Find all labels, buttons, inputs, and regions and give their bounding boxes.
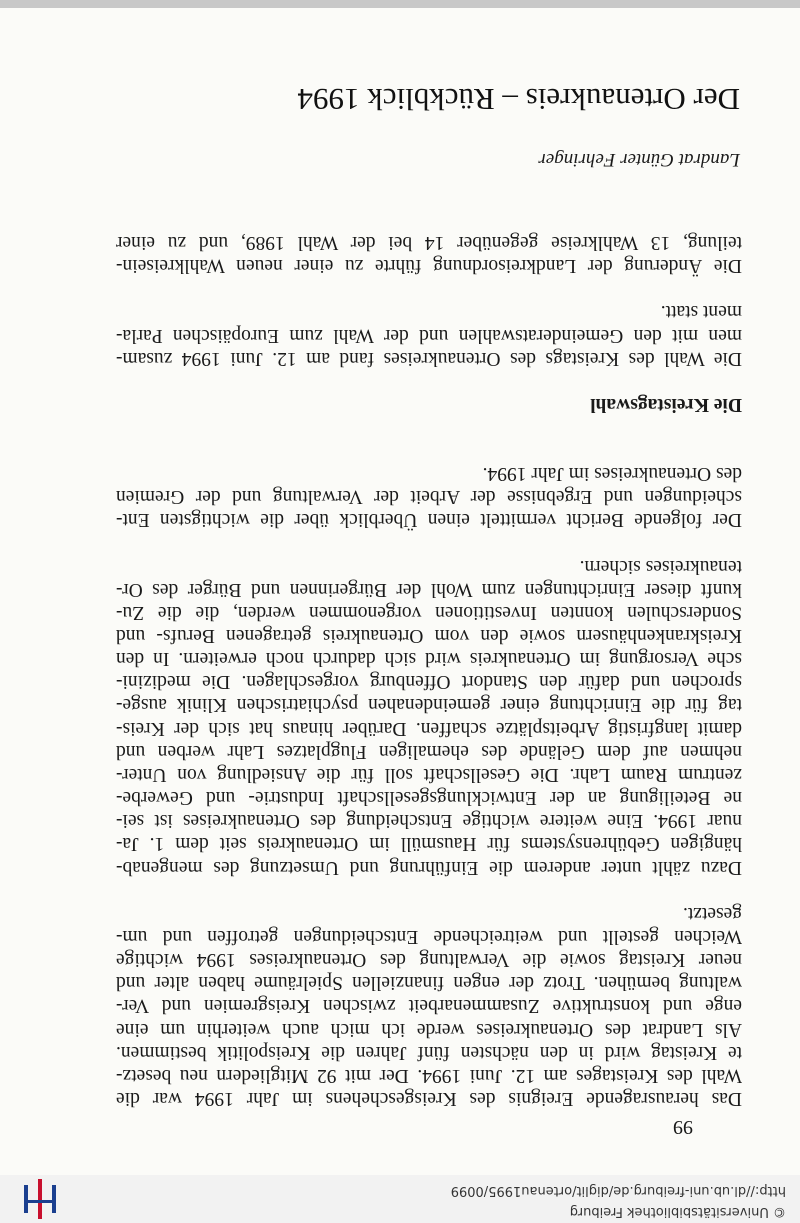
page-title: Der Ortenaukreis – Rückblick 1994 [297,82,740,117]
text-line: gesetzt. [682,902,742,924]
text-line: ment statt. [660,301,742,323]
text-line: sprochen und dafür den Standort Offenburg vorgeschlagen. Die medizini- [116,671,742,693]
section-heading: Die Kreistagswahl [590,393,742,415]
paragraph [116,902,742,1110]
text-line: zentrum Raum Lahr. Die Gesellschaft soll für die Ansiedlung von Unter- [116,763,742,785]
paragraph-spacer [116,416,742,439]
text-line: Als Landrat des Ortenaukreises werde ich mich auch weiterhin um eine [116,1018,742,1040]
viewer-bottom-edge [0,0,800,8]
paragraph [116,300,742,369]
university-library-logo-icon [18,1179,62,1219]
text-line: tag für die Einrichtung einer gemeindenahen psychiatrischen Klinik ausge- [116,694,742,716]
text-line: Wahl des Kreistages am 12. Juni 1994. Der mit 92 Mitgliedern neu besetz- [116,1064,742,1086]
text-line: Der folgende Bericht vermittelt einen Überblick über die wichtigsten Ent- [116,509,742,531]
text-line: Die Wahl des Kreistags des Ortenaukreises fand am 12. Juni 1994 zusam- [116,347,742,369]
text-line: ne Beteiligung an der Entwicklungsgesellschaft Industrie- und Gewerbe- [116,787,742,809]
text-line: Sonderschulen konnten Investitionen vorgenommen werden, die die Zu- [116,601,742,623]
text-line: Kreiskrankenhäusern sowie den vom Ortenaukreis getragenen Berufs- und [116,625,742,647]
text-line: sche Versorgung im Ortenaukreis wird sich dadurch noch erweitern. In den [116,648,742,670]
copyright-credit: © Universitätsbibliothek Freiburg [569,1204,786,1219]
paragraph-spacer [116,439,742,462]
paragraph-spacer [116,879,742,902]
text-line: Die Änderung der Landkreisordnung führte zu einer neuen Wahlkreisein- [116,255,742,277]
text-line: tenaukreises sichern. [579,555,742,577]
text-line: Weichen gestellt und weitreichende Entscheidungen getroffen und um- [116,925,742,947]
text-line: Das herausragende Ereignis des Kreisgeschehens im Jahr 1994 war die [116,1088,742,1109]
text-line: scheidungen und Ergebnisse der Arbeit der Verwaltung und der Gremien [116,486,742,508]
document-page [0,8,800,1175]
paragraph [116,231,742,277]
text-line: Dazu zählt unter anderem die Einführung und Umsetzung des mengenab- [116,856,742,878]
paragraph-spacer [116,531,742,554]
text-line: hängigen Gebührensystems für Hausmüll im Ortenaukreis seit dem 1. Ja- [116,833,742,855]
text-line: waltung bemühen. Trotz der engen finanziellen Spielräume haben alter und [116,972,742,994]
paragraph-spacer [116,277,742,300]
page-number: 99 [673,1116,693,1138]
text-line: nuar 1994. Eine weitere wichtige Entscheidung des Ortenaukreises ist sei- [116,810,742,832]
text-line: nehmen auf dem Gelände des ehemaligen Flugplatzes Lahr werben und [116,740,742,762]
text-line: des Ortenaukreises im Jahr 1994. [482,463,742,485]
paragraph [116,462,742,531]
text-line: damit langfristig Arbeitsplätze schaffen. Darüber hinaus hat sich der Kreis- [116,717,742,739]
document-url[interactable]: http://dl.ub.uni-freiburg.de/diglit/ortenau1995/0099 [450,1183,786,1198]
paragraph [116,554,742,878]
text-line: neuer Kreistag sowie die Verwaltung des Ortenaukreises 1994 wichtige [116,949,742,971]
text-line: te Kreistag wird in den nächsten fünf Jahren die Kreispolitik bestimmen. [116,1041,742,1063]
viewer-header [0,1175,800,1223]
text-line: kunft dieser Einrichtungen zum Wohl der Bürgerinnen und Bürger des Or- [116,578,742,600]
text-line: teilung, 13 Wahlkreise gegenüber 14 bei der Wahl 1989, und zu einer [116,232,742,254]
paragraph-spacer [116,370,742,393]
text-line: enge und konstruktive Zusammenarbeit zwischen Kreisgremien und Ver- [116,995,742,1017]
body-text [116,231,742,1110]
text-line: men mit den Gemeinderatswahlen und der Wahl zum Europäischen Parla- [116,324,742,346]
author-line: Landrat Günter Fehringer [538,149,740,170]
